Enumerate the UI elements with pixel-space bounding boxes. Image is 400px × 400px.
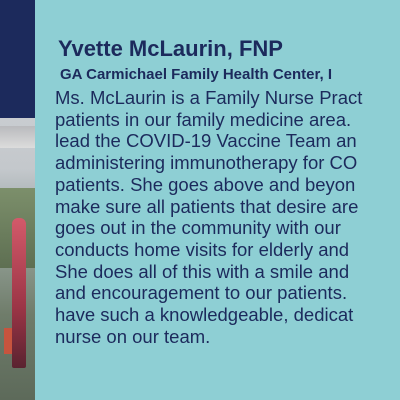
left-column [0,0,35,400]
bio-line: have such a knowledgeable, dedicat [55,304,354,326]
bio-line: lead the COVID-19 Vaccine Team an [55,130,357,152]
photo-tent-canopy [0,126,35,148]
bio-line: administering immunotherapy for CO [55,152,358,174]
bio-line: conducts home visits for elderly and [55,238,350,260]
profile-name: Yvette McLaurin, FNP [58,36,283,61]
bio-line: patients in our family medicine area. [55,108,352,130]
profile-organization: GA Carmichael Family Health Center, I [60,66,333,83]
bio-line: Ms. McLaurin is a Family Nurse Pract [55,87,363,108]
bio-line: and encouragement to our patients. [55,282,348,304]
bio-line: patients. She goes above and beyon [55,173,356,195]
profile-photo [0,118,35,400]
photo-cone [4,328,12,354]
navy-accent-band [0,0,35,118]
bio-line: make sure all patients that desire are [55,195,359,217]
bio-line: goes out in the community with our [55,217,341,239]
bio-line: She does all of this with a smile and [55,260,350,282]
text-panel [35,0,400,400]
profile-bio [55,87,362,347]
bio-line: nurse on our team. [55,325,211,347]
photo-person-figure [12,218,26,368]
